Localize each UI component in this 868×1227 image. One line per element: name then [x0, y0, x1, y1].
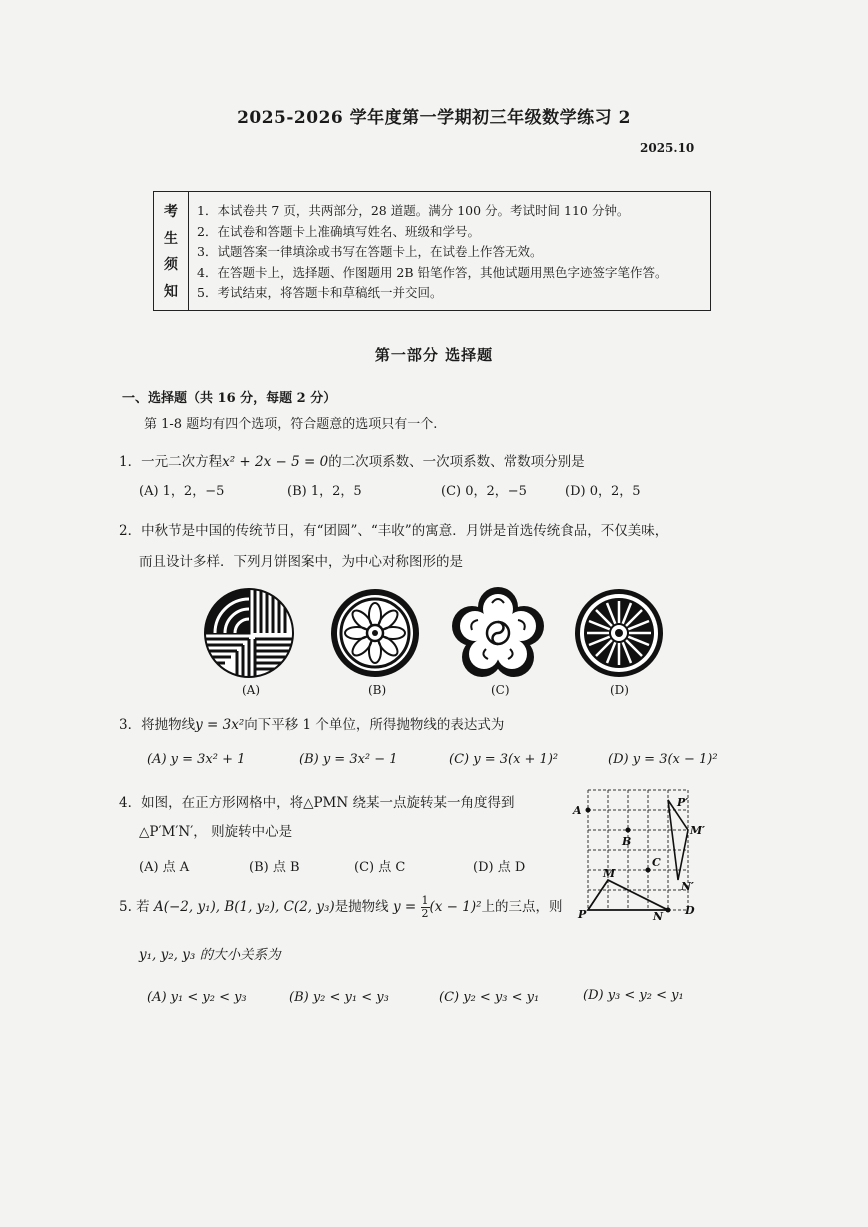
grid-label-a: A	[573, 804, 582, 817]
mooncake-label-a: (A)	[242, 683, 261, 697]
q5-line2: y₁, y₂, y₃ 的大小关系为	[139, 947, 281, 963]
notice-list	[189, 192, 668, 310]
grid-label-m-prime: M′	[690, 824, 706, 837]
notice-item: 5．考试结束，将答题卡和草稿纸一并交回。	[197, 285, 443, 300]
mooncake-label-d: (D)	[610, 683, 629, 697]
q5-option-d[interactable]: (D) y₃ < y₂ < y₁	[583, 988, 684, 1003]
grid-label-p-prime: P′	[677, 796, 689, 809]
q1-option-b[interactable]: (B) 1，2，5	[287, 484, 362, 499]
grid-label-d: D	[685, 904, 695, 917]
grid-label-c: C	[652, 856, 661, 869]
notice-heading-char: 须	[164, 257, 178, 274]
q5-fraction	[421, 895, 430, 920]
q5-eq-left: y =	[392, 899, 417, 915]
mooncake-label-b: (B)	[368, 683, 387, 697]
grid-label-n-prime: N′	[681, 880, 694, 893]
q1-equation: x² + 2x − 5 = 0	[222, 454, 329, 470]
q4-option-c[interactable]: (C) 点 C	[354, 860, 406, 875]
mooncake-d-image[interactable]	[573, 587, 665, 679]
question-5	[119, 895, 563, 920]
q1-prefix: 1．一元二次方程	[119, 454, 223, 470]
mooncake-c-image[interactable]	[452, 587, 544, 679]
q3-option-d[interactable]: (D) y = 3(x − 1)²	[608, 752, 718, 767]
q3-option-a[interactable]: (A) y = 3x² + 1	[147, 752, 246, 767]
q5-frac-num: 1	[421, 894, 429, 907]
exam-title: 2025-2026 学年度第一学期初三年级数学练习 2	[237, 108, 631, 128]
q1-option-c[interactable]: (C) 0，2，−5	[441, 484, 527, 499]
q4-option-d[interactable]: (D) 点 D	[473, 860, 526, 875]
q5-points: A(−2, y₁), B(1, y₂), C(2, y₃)	[153, 899, 335, 915]
section-instruction: 第 1-8 题均有四个选项，符合题意的选项只有一个.	[144, 417, 438, 432]
q5-option-a[interactable]: (A) y₁ < y₂ < y₃	[147, 990, 247, 1005]
q1-option-a[interactable]: (A) 1，2，−5	[139, 484, 225, 499]
q5-frac-den: 2	[421, 907, 429, 920]
q4-line1: 4．如图，在正方形网格中，将△PMN 绕某一点旋转某一角度得到	[119, 795, 515, 811]
notice-item: 2．在试卷和答题卡上准确填写姓名、班级和学号。	[197, 223, 480, 239]
q5-suffix: 上的三点，则	[481, 899, 563, 915]
q4-option-b[interactable]: (B) 点 B	[249, 860, 300, 875]
q3-prefix: 3．将抛物线	[119, 717, 196, 733]
notice-heading	[154, 192, 189, 310]
q5-eq-right: (x − 1)²	[429, 899, 482, 915]
q1-option-d[interactable]: (D) 0，2，5	[565, 484, 641, 499]
notice-heading-char: 生	[164, 230, 178, 247]
grid-label-p: P	[578, 908, 587, 921]
q5-mid: 是抛物线	[334, 899, 389, 915]
mooncake-label-c: (C)	[491, 683, 510, 697]
q3-suffix: 向下平移 1 个单位，所得抛物线的表达式为	[244, 717, 505, 733]
notice-item: 4．在答题卡上，选择题、作图题用 2B 铅笔作答，其他试题用黑色字迹签字笔作答。	[197, 264, 668, 280]
q3-option-b[interactable]: (B) y = 3x² − 1	[299, 752, 398, 767]
notice-item: 3．试题答案一律填涂或书写在答题卡上，在试卷上作答无效。	[197, 244, 543, 259]
q2-line2: 而且设计多样．下列月饼图案中，为中心对称图形的是	[139, 554, 463, 570]
q3-equation: y = 3x²	[195, 717, 245, 733]
q2-line1: 2．中秋节是中国的传统节日，有“团圆”、“丰收”的寓意．月饼是首选传统食品，不仅美味，	[119, 523, 669, 539]
part-title: 第一部分 选择题	[374, 346, 494, 364]
exam-notice-box	[153, 191, 711, 311]
notice-heading-char: 考	[164, 204, 178, 221]
rotation-grid-figure	[571, 786, 721, 926]
q4-option-a[interactable]: (A) 点 A	[139, 860, 190, 875]
q1-suffix: 的二次项系数、一次项系数、常数项分别是	[328, 454, 585, 470]
q4-line2: △P′M′N′， 则旋转中心是	[139, 824, 293, 840]
q5-option-c[interactable]: (C) y₂ < y₃ < y₁	[439, 990, 540, 1005]
exam-date: 2025.10	[640, 141, 695, 155]
question-1	[119, 450, 585, 470]
mooncake-a-image[interactable]	[203, 587, 295, 679]
q5-option-b[interactable]: (B) y₂ < y₁ < y₃	[289, 990, 389, 1005]
grid-label-n: N	[653, 910, 664, 923]
mooncake-b-image[interactable]	[329, 587, 421, 679]
question-3	[119, 713, 504, 733]
notice-heading-char: 知	[164, 283, 178, 300]
grid-label-m: M	[603, 867, 616, 880]
notice-item: 1．本试卷共 7 页，共两部分，28 道题。满分 100 分。考试时间 110 分钟。	[197, 203, 630, 218]
section-heading: 一、选择题（共 16 分，每题 2 分）	[122, 391, 337, 406]
q5-prefix: 5. 若	[119, 899, 150, 915]
q3-option-c[interactable]: (C) y = 3(x + 1)²	[449, 752, 559, 767]
grid-label-b: B	[622, 835, 632, 848]
